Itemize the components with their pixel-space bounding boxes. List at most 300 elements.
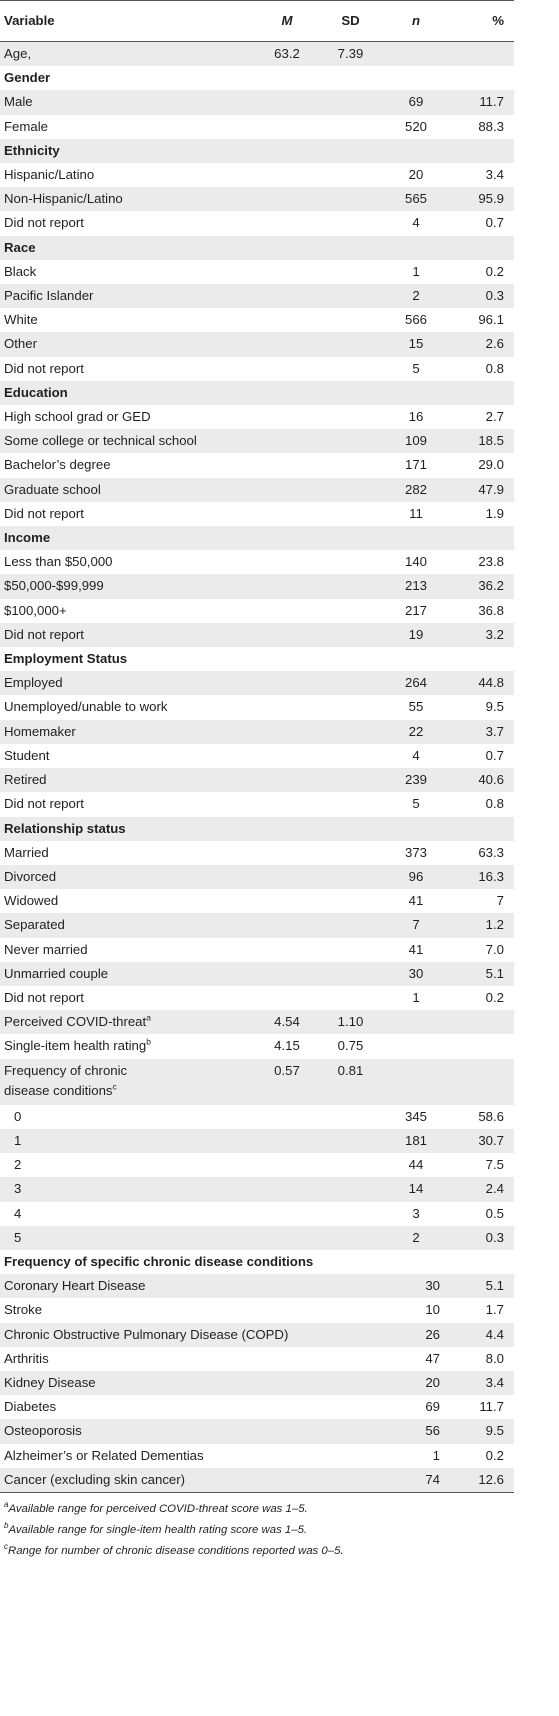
footnote-text: Available range for single-item health rating score was 1–5. [8,1523,308,1536]
row-sd [319,211,382,235]
row-percent [450,1034,514,1058]
table-row-specific [0,1468,514,1493]
table-row [0,187,514,211]
footnote [4,1499,514,1520]
section-heading [0,66,514,90]
row-sd: 0.81 [319,1059,382,1083]
row-n: 74 [382,1468,450,1493]
row-percent: 1.2 [450,913,514,937]
row-mean: 0.57 [255,1059,319,1083]
table-row [0,574,514,598]
row-sd: 1.10 [319,1010,382,1034]
table-row [0,889,514,913]
footnote-marker: c [112,1081,117,1092]
row-label: Homemaker [0,720,255,744]
table-row-continuous [0,1059,514,1083]
row-n [382,1010,450,1034]
row-label [0,1010,255,1034]
row-label: 5 [0,1226,255,1250]
row-n: 1 [412,263,420,279]
row-sd [319,1177,382,1201]
row-n: 345 [404,1108,427,1124]
row-sd [319,1129,382,1153]
row-sd [319,187,382,211]
row-mean [255,913,319,937]
row-sd [319,865,382,889]
row-mean [255,1153,319,1177]
row-label: Employed [0,671,255,695]
section-heading [0,236,514,260]
row-mean [255,1202,319,1226]
row-sd [319,405,382,429]
table-row [0,357,514,381]
row-mean [255,211,319,235]
footnote-marker: b [146,1036,151,1047]
row-n: 41 [408,893,424,909]
row-sd [319,599,382,623]
row-mean [255,986,319,1010]
footnotes [0,1493,514,1562]
row-sd [319,889,382,913]
row-mean [255,574,319,598]
header-variable: Variable [0,1,255,42]
row-percent: 12.6 [450,1468,514,1493]
table-row [0,938,514,962]
row-label: Stroke [4,1302,43,1318]
row-n: 69 [425,1399,440,1415]
row-n: 213 [382,574,450,598]
row-n: 373 [404,844,427,860]
row-n: 5 [412,360,420,376]
footnote [4,1520,514,1541]
section-title: Race [0,236,514,260]
row-sd [319,623,382,647]
section-title: Relationship status [0,817,514,841]
row-mean [255,1226,319,1250]
row-sd: 0.75 [337,1038,364,1054]
row-mean [255,115,319,139]
table-row-specific [0,1347,514,1371]
row-n: 11 [409,505,423,521]
footnote-marker: a [146,1012,151,1023]
row-n: 171 [404,457,427,473]
row-sd [319,986,382,1010]
row-mean [255,962,319,986]
row-sd [319,938,382,962]
row-n: 282 [382,478,450,502]
row-label: Female [4,118,48,134]
row-sd [319,260,382,284]
row-sd [319,429,382,453]
row-mean [255,332,319,356]
row-percent: 8.0 [485,1350,504,1366]
row-n: 5 [412,796,420,812]
row-mean [255,865,319,889]
row-n: 22 [382,720,450,744]
row-label: Graduate school [0,478,255,502]
row-label: Did not report [4,505,84,521]
row-mean [255,502,319,526]
row-mean [255,841,319,865]
row-n [382,42,450,67]
row-percent: 47.9 [450,478,514,502]
table-row [0,453,514,477]
table-row [0,695,514,719]
row-label-text: disease conditions [4,1082,113,1098]
row-n: 109 [382,429,450,453]
row-n: 55 [408,699,424,715]
row-n: 2 [382,1226,450,1250]
row-sd [319,792,382,816]
row-percent: 7 [496,893,504,909]
row-sd [319,962,382,986]
row-percent [450,42,514,67]
row-sd [319,744,382,768]
row-mean [255,453,319,477]
row-label: Never married [4,941,88,957]
row-mean [255,744,319,768]
row-percent: 44.8 [450,671,514,695]
row-label: Did not report [4,215,84,231]
row-sd [319,453,382,477]
row-sd [319,163,382,187]
table-row-specific [0,1298,514,1322]
row-sd [319,574,382,598]
row-percent: 36.8 [478,602,504,618]
row-percent: 88.3 [478,118,504,134]
table-row [0,744,514,768]
row-n: 56 [382,1419,450,1443]
table-row [0,913,514,937]
row-sd [319,913,382,937]
table-row-chronic-count [0,1105,514,1129]
row-mean [255,284,319,308]
row-label: Other [0,332,255,356]
row-n: 16 [408,409,424,425]
row-label: 3 [0,1177,255,1201]
section-heading [0,1250,514,1274]
row-mean [255,357,319,381]
table-row-chronic-count [0,1129,514,1153]
row-label: Unemployed/unable to work [4,699,168,715]
row-percent: 7.5 [485,1157,504,1173]
row-n: 4 [412,747,420,763]
row-percent: 30.7 [450,1129,514,1153]
row-label: Student [4,747,50,763]
row-sd [319,115,382,139]
table-row [0,115,514,139]
section-heading [0,526,514,550]
row-percent: 95.9 [450,187,514,211]
row-label: Pacific Islander [0,284,255,308]
row-mean [255,792,319,816]
row-percent: 11.7 [479,1399,504,1415]
row-n: 47 [425,1350,440,1366]
table-row-chronic-count [0,1202,514,1226]
row-sd: 7.39 [319,42,382,67]
row-label: Separated [0,913,255,937]
row-n: 41 [408,941,424,957]
row-label: Hispanic/Latino [4,167,95,183]
section-heading [0,647,514,671]
row-sd [319,768,382,792]
row-sd [319,1202,382,1226]
row-percent: 3.2 [450,623,514,647]
row-n: 10 [425,1302,440,1318]
row-percent: 0.5 [485,1205,504,1221]
row-n: 3 [412,1205,420,1221]
table-row [0,308,514,332]
section-heading [0,381,514,405]
table-row-chronic-count [0,1153,514,1177]
row-n: 264 [382,671,450,695]
row-n: 2 [382,284,450,308]
table-row [0,768,514,792]
row-mean [255,405,319,429]
row-label: Retired [0,768,255,792]
table-row [0,163,514,187]
row-sd [319,90,382,114]
row-n: 1 [412,989,420,1005]
row-percent: 11.7 [450,90,514,114]
table-row [0,284,514,308]
row-percent: 7.0 [485,941,504,957]
row-sd [319,1226,382,1250]
row-percent: 36.2 [450,574,514,598]
row-n: 20 [382,1371,450,1395]
row-label: Did not report [4,796,84,812]
row-mean [255,260,319,284]
row-n: 30 [382,1274,450,1298]
row-label: Cancer (excluding skin cancer) [0,1468,382,1493]
table-row [0,332,514,356]
table-row [0,671,514,695]
section-heading [0,817,514,841]
row-label: Less than $50,000 [4,554,113,570]
row-label [0,1059,255,1083]
row-sd [319,284,382,308]
table-row [0,792,514,816]
section-title: Gender [4,70,51,86]
table-row [0,550,514,574]
row-label: Chronic Obstructive Pulmonary Disease (COPD) [0,1323,382,1347]
row-sd [319,1105,382,1129]
row-percent [450,1010,514,1034]
row-percent: 40.6 [450,768,514,792]
table-row [0,429,514,453]
row-mean [255,163,319,187]
table-row-specific [0,1323,514,1347]
row-n: 565 [382,187,450,211]
row-sd [319,308,382,332]
row-mean [255,720,319,744]
row-percent: 3.7 [450,720,514,744]
row-label: Diabetes [4,1399,57,1415]
row-mean [255,671,319,695]
table-row [0,478,514,502]
row-n [382,1034,450,1058]
row-label: Divorced [0,865,255,889]
row-sd [319,550,382,574]
row-label: 1 [0,1129,255,1153]
header-n: n [382,1,450,42]
row-sd [319,357,382,381]
row-percent: 3.4 [450,1371,514,1395]
table-row [0,260,514,284]
row-n: 520 [404,118,427,134]
row-n: 181 [382,1129,450,1153]
row-label: Did not report [0,623,255,647]
row-percent: 0.8 [485,796,504,812]
row-n: 44 [408,1157,424,1173]
row-mean [255,1129,319,1153]
section-title: Frequency of specific chronic disease conditions [4,1253,314,1269]
row-label: Kidney Disease [0,1371,382,1395]
table-row-continuation [0,1083,514,1105]
row-mean [255,695,319,719]
row-n: 4 [412,215,420,231]
row-n: 14 [382,1177,450,1201]
row-mean: 4.54 [255,1010,319,1034]
row-mean [255,478,319,502]
row-n: 239 [382,768,450,792]
row-percent: 1.7 [485,1302,504,1318]
table-row-specific [0,1274,514,1298]
row-sd [319,1153,382,1177]
table-row [0,962,514,986]
row-label: Did not report [4,989,84,1005]
row-n: 566 [404,312,427,328]
row-label: Alzheimer’s or Related Dementias [4,1447,204,1463]
row-label: 4 [14,1205,22,1221]
row-mean [255,599,319,623]
header-percent: % [450,1,514,42]
row-percent: 23.8 [478,554,504,570]
row-percent: 0.3 [450,284,514,308]
section-title: Education [0,381,514,405]
row-n: 217 [404,602,427,618]
row-sd [319,720,382,744]
table-row-specific [0,1444,514,1468]
row-mean [255,768,319,792]
row-percent: 58.6 [478,1108,504,1124]
section-title: Employment Status [4,651,128,667]
row-percent: 18.5 [450,429,514,453]
row-label: Coronary Heart Disease [0,1274,382,1298]
row-mean [255,889,319,913]
row-percent: 0.8 [485,360,504,376]
row-mean: 4.15 [274,1038,300,1054]
footnote-text: Available range for perceived COVID-threat score was 1–5. [8,1502,308,1515]
row-sd [319,671,382,695]
table-row [0,623,514,647]
section-title: Ethnicity [0,139,514,163]
table-row [0,720,514,744]
table-row [0,211,514,235]
row-percent: 9.5 [450,1419,514,1443]
row-mean [255,308,319,332]
table-row [0,502,514,526]
row-label [0,1083,514,1105]
table-row [0,405,514,429]
row-label: Age, [0,42,255,67]
row-label: Did not report [4,360,84,376]
table-row-chronic-count [0,1177,514,1201]
table-row-chronic-count [0,1226,514,1250]
header-mean: M [255,1,319,42]
row-percent: 0.2 [485,989,504,1005]
table-row [0,986,514,1010]
row-percent: 0.2 [485,1447,504,1463]
row-label: Unmarried couple [0,962,255,986]
table-row [0,90,514,114]
row-mean [255,938,319,962]
row-percent: 2.6 [450,332,514,356]
row-sd [319,841,382,865]
row-percent: 96.1 [478,312,504,328]
row-percent: 29.0 [478,457,504,473]
table-row [0,599,514,623]
row-percent: 16.3 [450,865,514,889]
row-mean [255,187,319,211]
row-percent: 2.7 [485,409,504,425]
row-n: 20 [408,167,424,183]
row-n: 15 [382,332,450,356]
row-label-text: Perceived COVID-threat [4,1014,147,1030]
row-label: Widowed [4,893,59,909]
row-label: White [4,312,38,328]
row-percent: 9.5 [485,699,504,715]
row-percent: 1.9 [485,505,504,521]
row-mean: 63.2 [255,42,319,67]
row-percent: 0.7 [485,215,504,231]
table-row-continuous [0,1034,514,1058]
row-percent: 0.7 [485,747,504,763]
row-percent: 3.4 [485,167,504,183]
row-label: Male [0,90,255,114]
row-n: 26 [382,1323,450,1347]
row-percent: 2.4 [450,1177,514,1201]
row-percent: 4.4 [450,1323,514,1347]
row-label: Osteoporosis [0,1419,382,1443]
section-title: Income [0,526,514,550]
row-n: 69 [382,90,450,114]
row-label-text: Frequency of chronic [4,1062,128,1078]
footnote-text: Range for number of chronic disease conditions reported was 0–5. [8,1544,344,1557]
row-percent: 0.3 [450,1226,514,1250]
row-sd [319,695,382,719]
footnote-marker: a [4,1500,9,1510]
row-sd [319,332,382,356]
row-n: 140 [404,554,427,570]
table-body [0,42,514,1493]
row-mean [255,1105,319,1129]
row-label: Black [4,263,37,279]
row-mean [255,1177,319,1201]
table-row-continuous [0,1010,514,1034]
row-n: 7 [382,913,450,937]
row-label: Bachelor’s degree [4,457,111,473]
footnote-marker: c [4,1542,8,1552]
row-label: $50,000-$99,999 [0,574,255,598]
table-header-row [0,1,514,42]
row-mean [255,623,319,647]
row-label: Some college or technical school [0,429,255,453]
section-heading [0,139,514,163]
row-label: High school grad or GED [4,409,151,425]
table-row [0,841,514,865]
table-row [0,865,514,889]
